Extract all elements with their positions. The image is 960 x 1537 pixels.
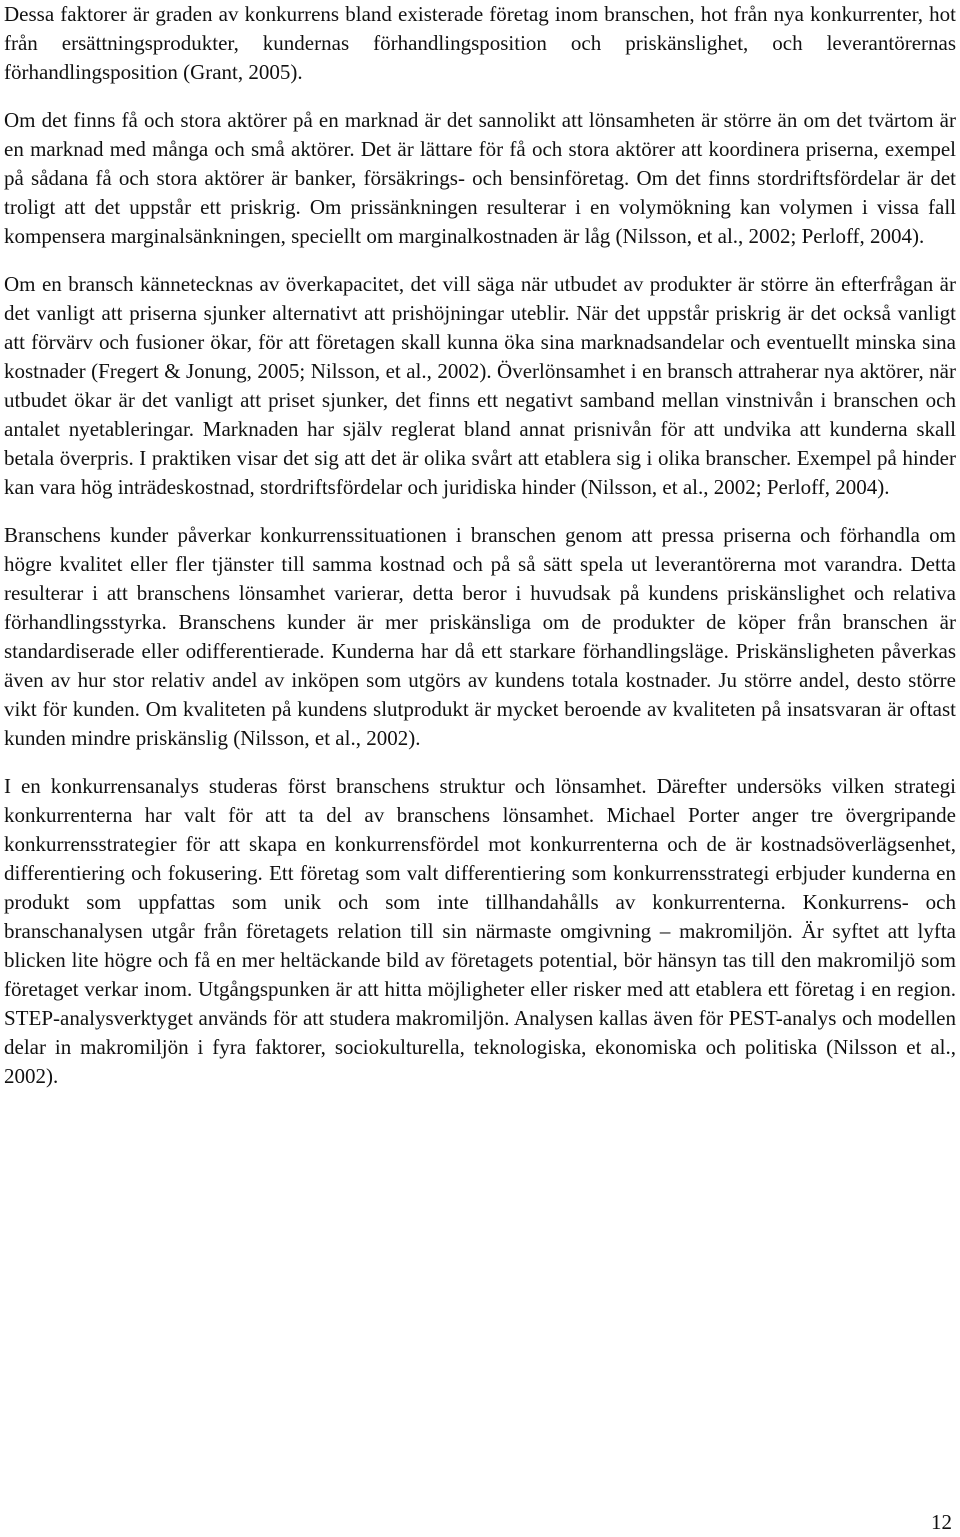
paragraph-5: I en konkurrensanalys studeras först branschens struktur och lönsamhet. Därefter undersöks vilken strategi konkurrenterna har valt för att ta del av branschens lönsamhet. Michael Porter anger tre övergripande konkurrensstrategier för att skapa en konkurrensfördel mot konkurrenterna och de är kostnadsöverlägsenhet, differentiering och fokusering. Ett företag som valt differentiering som konkurrensstrategi erbjuder kunderna en produkt som uppfattas som unik och som inte tillhandahålls av konkurrenterna. Konkurrens- och branschanalysen utgår från företagets relation till sin närmaste omgivning – makromiljön. Är syftet att lyfta blicken lite högre och få en mer heltäckande bild av företagets potential, bör hänsyn tas till den makromiljö som företaget verkar inom. Utgångspunken är att hitta möjligheter eller risker med att etablera ett företag i en region. STEP-analysverktyget används för att studera makromiljön. Analysen kallas även för PEST-analys och modellen delar in makromiljön i fyra faktorer, sociokulturella, teknologiska, ekonomiska och politiska (Nilsson et al., 2002).	[4, 774, 956, 1088]
paragraph-3: Om en bransch kännetecknas av överkapacitet, det vill säga när utbudet av produkter är större än efterfrågan är det vanligt att priserna sjunker alternativt att prishöjningar uteblir. När det uppstår priskrig är det också vanligt att förvärv och fusioner ökar, för att företagen skall kunna öka sina marknadsandelar och eventuellt minska sina kostnader (Fregert & Jonung, 2005; Nilsson, et al., 2002). Överlönsamhet i en bransch attraherar nya aktörer, när utbudet ökar är det vanligt att priset sjunker, det finns ett negativt samband mellan vinstnivån i branschen och antalet nyetableringar. Marknaden har själv reglerat bland annat prisnivån för att undvika att kunderna skall betala överpris. I praktiken visar det sig att det är olika svårt att etablera sig i olika branscher. Exempel på hinder kan vara hög inträdeskostnad, stordriftsfördelar och juridiska hinder (Nilsson, et al., 2002; Perloff, 2004).	[4, 272, 956, 499]
paragraph-1: Dessa faktorer är graden av konkurrens bland existerade företag inom branschen, hot från nya konkurrenter, hot från ersättningsprodukter, kundernas förhandlingsposition och priskänslighet, och leverantörernas förhandlingsposition (Grant, 2005).	[4, 2, 956, 84]
document-page	[4, 0, 956, 1091]
paragraph-4: Branschens kunder påverkar konkurrenssituationen i branschen genom att pressa priserna och förhandla om högre kvalitet eller fler tjänster till samma kostnad och på så sätt spela ut leverantörerna mot varandra. Detta resulterar i att branschens lönsamhet varierar, detta beror i huvudsak på kundens priskänslighet och relativa förhandlingsstyrka. Branschens kunder är mer priskänsliga om de produkter de köper från branschen är standardiserade eller odifferentierade. Kunderna har då ett starkare förhandlingsläge. Priskänsligheten påverkas även av hur stor relativ andel av inköpen som utgörs av kundens totala kostnader. Ju större andel, desto större vikt för kunden. Om kvaliteten på kundens slutprodukt är mycket beroende av kvaliteten på insatsvaran är oftast kunden mindre priskänslig (Nilsson, et al., 2002).	[4, 523, 956, 750]
page-number: 12	[931, 1510, 952, 1534]
paragraph-2: Om det finns få och stora aktörer på en marknad är det sannolikt att lönsamheten är större än om det tvärtom är en marknad med många och små aktörer. Det är lättare för få och stora aktörer att koordinera priserna, exempel på sådana få och stora aktörer är banker, försäkrings- och bensinföretag. Om det finns stordriftsfördelar är det troligt att det uppstår ett priskrig. Om prissänkningen resulterar i en volymökning kan volymen i vissa fall kompensera marginalsänkningen, speciellt om marginalkostnaden är låg (Nilsson, et al., 2002; Perloff, 2004).	[4, 108, 956, 248]
